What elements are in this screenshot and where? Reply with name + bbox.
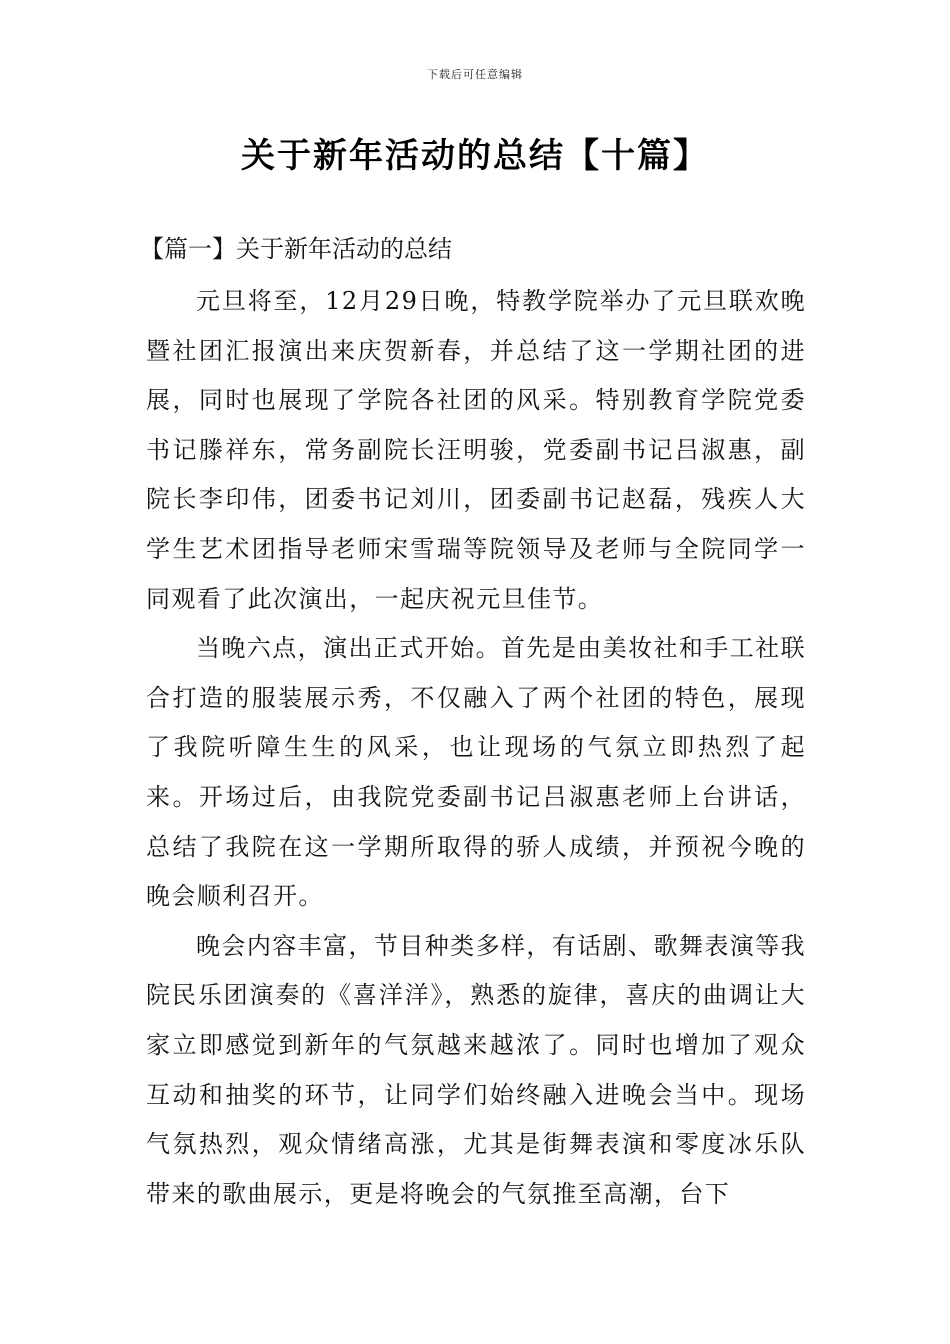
paragraph-2: 当晚六点，演出正式开始。首先是由美妆社和手工社联合打造的服装展示秀，不仅融入了两个社团的特色，展现了我院听障生生的风采，也让现场的气氛立即热烈了起来。开场过后，由我院党委副书记吕淑惠老师上台讲话，总结了我院在这一学期所取得的骄人成绩，并预祝今晚的晚会顺利召开。 [146,634,806,911]
paragraph-3: 晚会内容丰富，节目种类多样，有话剧、歌舞表演等我院民乐团演奏的《喜洋洋》，熟悉的旋律，喜庆的曲调让大家立即感觉到新年的气氛越来越浓了。同时也增加了观众互动和抽奖的环节，让同学们始终融入进晚会当中。现场气氛热烈，观众情绪高涨，尤其是街舞表演和零度冰乐队带来的歌曲展示，更是将晚会的气氛推至高潮，台下 [146,931,806,1208]
document-title: 关于新年活动的总结【十篇】 [241,136,709,176]
section-heading: 【篇一】关于新年活动的总结 [140,235,452,263]
document-body [146,277,806,1219]
header-note: 下载后可任意编辑 [427,68,523,81]
paragraph-1: 元旦将至，12月29日晚，特教学院举办了元旦联欢晚暨社团汇报演出来庆贺新春，并总结了这一学期社团的进展，同时也展现了学院各社团的风采。特别教育学院党委书记滕祥东，常务副院长汪明骏，党委副书记吕淑惠，副院长李印伟，团委书记刘川，团委副书记赵磊，残疾人大学生艺术团指导老师宋雪瑞等院领导及老师与全院同学一同观看了此次演出，一起庆祝元旦佳节。 [146,287,806,613]
